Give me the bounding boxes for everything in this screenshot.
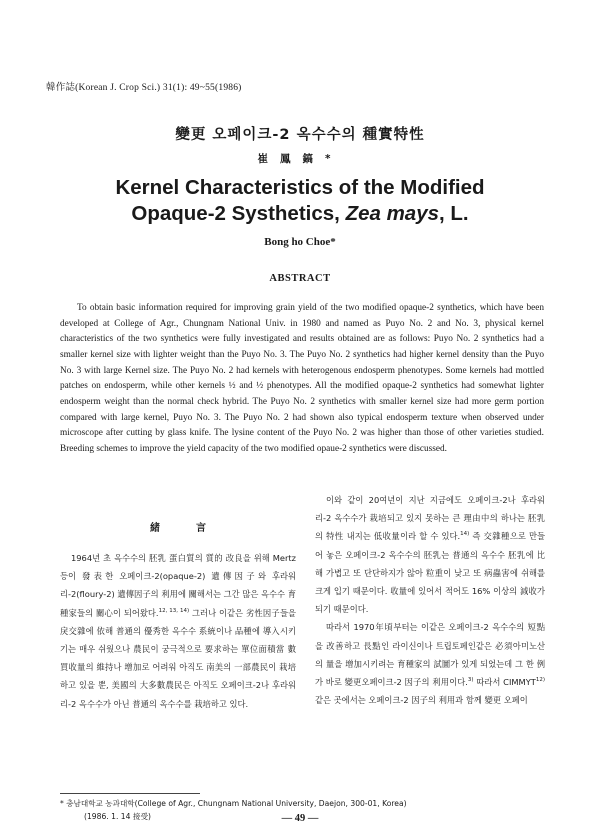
section-heading-introduction: 緒言 <box>150 523 242 534</box>
citation-superscript: 12, 13, 14) <box>158 607 190 614</box>
left-column <box>60 549 296 713</box>
english-author: Bong ho Choe* <box>264 236 336 248</box>
citation-superscript: 12) <box>535 677 545 684</box>
journal-citation: 韓作誌(Korean J. Crop Sci.) 31(1): 49~55(1986) <box>46 83 242 93</box>
body-paragraph <box>315 491 545 618</box>
citation-superscript: 3) <box>467 677 474 684</box>
right-column <box>315 491 545 709</box>
korean-title: 變更 오페이크-2 옥수수의 種實特性 <box>175 127 425 143</box>
paragraph-text: 따라서 1970年頃부터는 이같은 오페이크-2 옥수수의 短點을 改善하고 長點인 라이신이나 트립토페인같은 必須아미노산의 量을 增加시키려는 育種家의 試圖가 있게 되었는데 그 한 例가 바로 變更오페이크-2 因子의 利用이다. <box>315 622 545 688</box>
body-paragraph <box>60 549 296 713</box>
body-paragraph <box>315 618 545 709</box>
paragraph-text: 따라서 CIMMYT <box>473 677 536 688</box>
paragraph-text: 이와 같이 20여년이 지난 지금에도 오페이크-2나 후라워리-2 옥수수가 栽培되고 있지 못하는 큰 理由中의 하나는 胚乳의 特性 내지는 低收量이라 할 수 있다. <box>315 495 545 542</box>
footnote-divider <box>60 793 200 794</box>
footnote-received-date: (1986. 1. 14 接受) <box>84 812 152 821</box>
citation-superscript: 14) <box>460 531 470 538</box>
page-number: — 49 — <box>281 813 319 824</box>
footnote-affiliation: * 충남대학교 농과대학(College of Agr., Chungnam National University, Daejon, 300-01, Korea) <box>60 799 407 808</box>
english-title-line-2 <box>0 201 600 227</box>
paragraph-text: 같은 곳에서는 오페이크-2 因子의 利用과 함께 變更 오페이 <box>315 695 528 706</box>
paragraph-text: 즉 交雜種으로 만들어 놓은 오페이크-2 옥수수의 胚乳는 普通의 옥수수 胚乳에 比해 가볍고 또 단단하지가 않아 粒重이 낮고 또 病蟲害에 쉬해를 크게 입기 때문이다. 收量에 있어서 적어도 16% 이상의 減收가 되기 때문이다. <box>315 531 545 615</box>
paragraph-text: 1964년 초 옥수수의 胚乳 蛋白質의 質的 改良을 위해 Mertz 등이 發表한 오페이크-2(opaque-2) 遺傳因子와 후라워리-2(floury-2) 遺傳因子의 利用에 關해서는 그간 많은 옥수수 育種家들의 關心이 되어왔다. <box>60 553 296 618</box>
english-title <box>0 175 600 227</box>
abstract-text: To obtain basic information required for improving grain yield of the two modified opaque-2 synthetics, which have been developed at College of Agr., Chungnam National Univ. in 1980 and named as Puyo No. 2 and No. 3, physical kernel characteristics of the two synthetics were fully investigated and results obtained are as follows: Puyo No. 2 synthetics had a smaller kernel size with lighter weight than the Puyo No. 3. The Puyo No. 2 synthetics had higher kernel density than the Puyo No. 3 with large Kernel size. The Puyo No. 2 had kernels with heterogenous endosperm phenotypes. Some kernels had mottled patches on endosperm, while other kernels ½ and ½ phenotypes. All the modified opaque-2 synthetics had somewhat lighter endosperm weight than the normal check hybrid. The Puyo No. 2 synthetics with smaller kernel size had more germ portion compared with large kernel, Puyo No. 3. The Puyo No. 2 had shown also typical endosperm texture when observed under microscope after cutting by glass knife. The lysine content of the Puyo No. 2 was higher than those of other varieties studied. Breeding schemes to improve the yield capacity of the two modified opaue-2 synthetics were discussed. <box>60 303 544 454</box>
english-title-prefix: Opaque-2 Systhetics, <box>131 202 346 225</box>
abstract-heading: ABSTRACT <box>269 273 331 284</box>
paragraph-text: 그러나 이같은 劣性因子들을 戾交雜에 依해 普通의 優秀한 옥수수 系統이나 品種에 導入시키기는 매우 쉬웠으나 農民이 궁극적으로 要求하는 單位面積當 數買收量의 維持나 增加로 어려워 아직도 南美의 一部農民이 栽培하고 있을 뿐, 美國의 大多數農民은 아직도 오페이크-2나 후라워리-2 옥수수가 아닌 普通의 옥수수를 栽培하고 있다. <box>60 607 296 709</box>
english-title-suffix: , L. <box>439 202 469 225</box>
korean-author: 崔鳳鎬* <box>257 153 343 165</box>
species-name: Zea mays <box>345 202 440 225</box>
english-title-line-1: Kernel Characteristics of the Modified <box>115 176 485 199</box>
